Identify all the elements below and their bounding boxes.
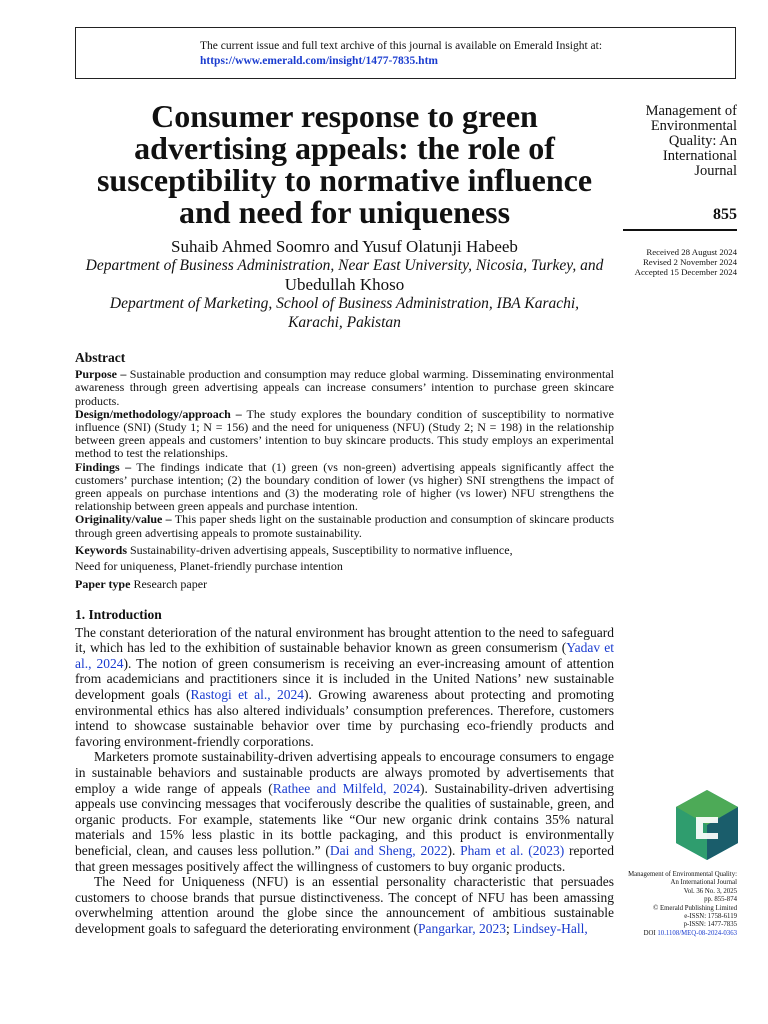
emerald-logo-icon (676, 790, 738, 860)
revised-date: Revised 2 November 2024 (642, 257, 737, 267)
author-names: Suhaib Ahmed Soomro and Yusuf Olatunji Habeeb (171, 237, 518, 256)
journal-name-line: International (662, 148, 737, 164)
sidebar-divider (623, 229, 737, 231)
accepted-date: Accepted 15 December 2024 (634, 267, 737, 277)
doi-line (612, 930, 737, 938)
journal-name-line: Environmental (650, 118, 737, 134)
availability-text: The current issue and full text archive of this journal is available on Emerald Insight at: (200, 40, 603, 52)
meta-line: p-ISSN: 1477-7835 (683, 921, 737, 929)
paper-type (75, 576, 614, 592)
meta-line: Vol. 36 No. 3, 2025 (683, 887, 737, 895)
journal-availability-box (75, 27, 736, 79)
title-line: susceptibility to normative influence (96, 162, 593, 198)
originality-label: Originality/value – (75, 512, 172, 527)
publication-metadata (612, 871, 737, 938)
author-affiliation: Karachi, Pakistan (288, 314, 401, 331)
journal-name-line: Journal (694, 163, 737, 179)
paper-type-label: Paper type (75, 576, 131, 591)
body-text: ; (505, 920, 514, 936)
citation-link[interactable]: Dai and Sheng, 2022 (329, 842, 448, 858)
body-text: The Need for Uniqueness (NFU) is an essential personality characteristic that persuades customers to choose brands that pursue distinctiveness. The concept of NFU has been amassing overwhelming attention around the globe since the announcement of ambitious sustainable development goals to safeguard the deteriorating environment ( (75, 874, 614, 936)
findings-label: Findings – (75, 459, 132, 474)
doi-link[interactable]: 10.1108/MEQ-08-2024-0363 (657, 929, 737, 937)
body-text: Marketers promote sustainability-driven advertising appeals to encourage consumers to engage in sustainable behaviors and sustainable products are always promoted by advertisements that employ a wide range of appeals ( (75, 749, 614, 796)
body-text: ). The notion of green consumerism is receiving an ever-increasing amount of attention from academicians and practitioners since it is included in the United Nations’ new sustainable development goals ( (75, 655, 614, 702)
abstract-purpose (75, 368, 614, 408)
body-text: ). Sustainability-driven advertising appeals use convincing messages that vociferously describe the qualities of sustainable, green, and organic products. For example, statements like “Our new organic drink contains 35% natural materials and 15% less plastic in its bottle packaging, and this product is environmentally beneficial, clean, and causes less pollution.” ( (75, 780, 615, 858)
journal-url-link[interactable]: https://www.emerald.com/insight/1477-7835.htm (200, 55, 438, 67)
journal-name (612, 104, 737, 179)
meta-line: An International Journal (670, 879, 737, 887)
originality-text: This paper sheds light on the sustainable production and consumption of skincare products through green advertising appeals to promote sustainability. (75, 512, 614, 540)
submission-dates (612, 247, 737, 277)
abstract-section (75, 351, 614, 592)
page-number: 855 (713, 206, 737, 223)
title-line: advertising appeals: the role of (134, 130, 555, 166)
purpose-label: Purpose – (75, 367, 127, 382)
paragraph (75, 625, 614, 750)
abstract-design (75, 408, 614, 461)
abstract-originality (75, 513, 614, 539)
journal-name-line: Quality: An (668, 133, 737, 149)
citation-link[interactable]: Rathee and Milfeld, 2024 (272, 780, 420, 796)
citation-link[interactable]: Pham et al. (2023) (460, 842, 565, 858)
citation-link[interactable]: Lindsey-Hall, (513, 920, 588, 936)
citation-link[interactable]: Rastogi et al., 2024 (190, 686, 305, 702)
purpose-text: Sustainable production and consumption may reduce global warming. Disseminating environmental awareness through green advertising appeals can increase consumers’ intention to purchase green skincare products. (75, 367, 615, 408)
author-affiliation: Department of Business Administration, Near East University, Nicosia, Turkey, and (85, 257, 604, 274)
section-heading: 1. Introduction (75, 607, 162, 622)
keywords (75, 542, 614, 574)
abstract-findings (75, 461, 614, 514)
citation-link[interactable]: Yadav et al., 2024 (75, 640, 615, 671)
introduction-section (75, 607, 614, 936)
paragraph (75, 874, 614, 936)
body-text: ). Growing awareness about protecting and promoting environmental ethics has also altered individuals’ consumption preferences. Therefore, customers intend to showcase sustainable behavior over time by purchasing eco-friendly products and favoring environment-friendly corporations. (75, 686, 614, 749)
meta-line: Management of Environmental Quality: (628, 871, 737, 878)
paper-type-text: Research paper (130, 576, 208, 591)
article-title (75, 100, 614, 228)
title-line: Consumer response to green (151, 98, 538, 134)
citation-link[interactable]: Pangarkar, 2023 (418, 920, 506, 936)
findings-text: The findings indicate that (1) green (vs non-green) advertising appeals significantly affect the customers’ purchase intention; (2) the boundary condition of lower (vs higher) SNI strengthens the impact of green appeals on purchase intentions and (3) the moderating role of higher (vs lower) NFU strengthens the relationship between green appeals and purchase intention. (75, 459, 614, 514)
keywords-text: Need for uniqueness, Planet-friendly purchase intention (75, 558, 343, 573)
body-text: The constant deterioration of the natural environment has brought attention to the need to safeguard it, which has led to the exhibition of sustainable behavior known as green consumerism ( (75, 624, 614, 656)
author-block (75, 237, 614, 332)
meta-line: pp. 855-874 (704, 896, 737, 904)
author-names: Ubedullah Khoso (284, 275, 405, 294)
received-date: Received 28 August 2024 (646, 247, 737, 257)
design-label: Design/methodology/approach – (75, 406, 242, 421)
meta-line: © Emerald Publishing Limited (653, 904, 737, 912)
title-line: and need for uniqueness (178, 194, 511, 230)
abstract-heading: Abstract (75, 350, 126, 365)
keywords-text: Sustainability-driven advertising appeals, Susceptibility to normative influence, (127, 542, 513, 557)
body-text: ). (447, 842, 461, 858)
design-text: The study explores the boundary condition of susceptibility to normative influence (SNI) (Study 1; N = 156) and the need for uniqueness (NFU) (Study 2; N = 198) in the relationship between green appeals and customers’ intention to buy skincare products. This study employs an experimental method to test the relationships. (75, 406, 614, 461)
journal-name-line: Management of (645, 103, 737, 119)
paragraph (75, 749, 614, 874)
author-affiliation: Department of Marketing, School of Business Administration, IBA Karachi, (109, 295, 580, 312)
meta-line: e-ISSN: 1758-6119 (684, 913, 737, 921)
body-text: reported that green messages positively affect the willingness of customers to buy organic products. (75, 842, 614, 874)
keywords-label: Keywords (75, 542, 127, 557)
doi-label: DOI (643, 929, 658, 937)
